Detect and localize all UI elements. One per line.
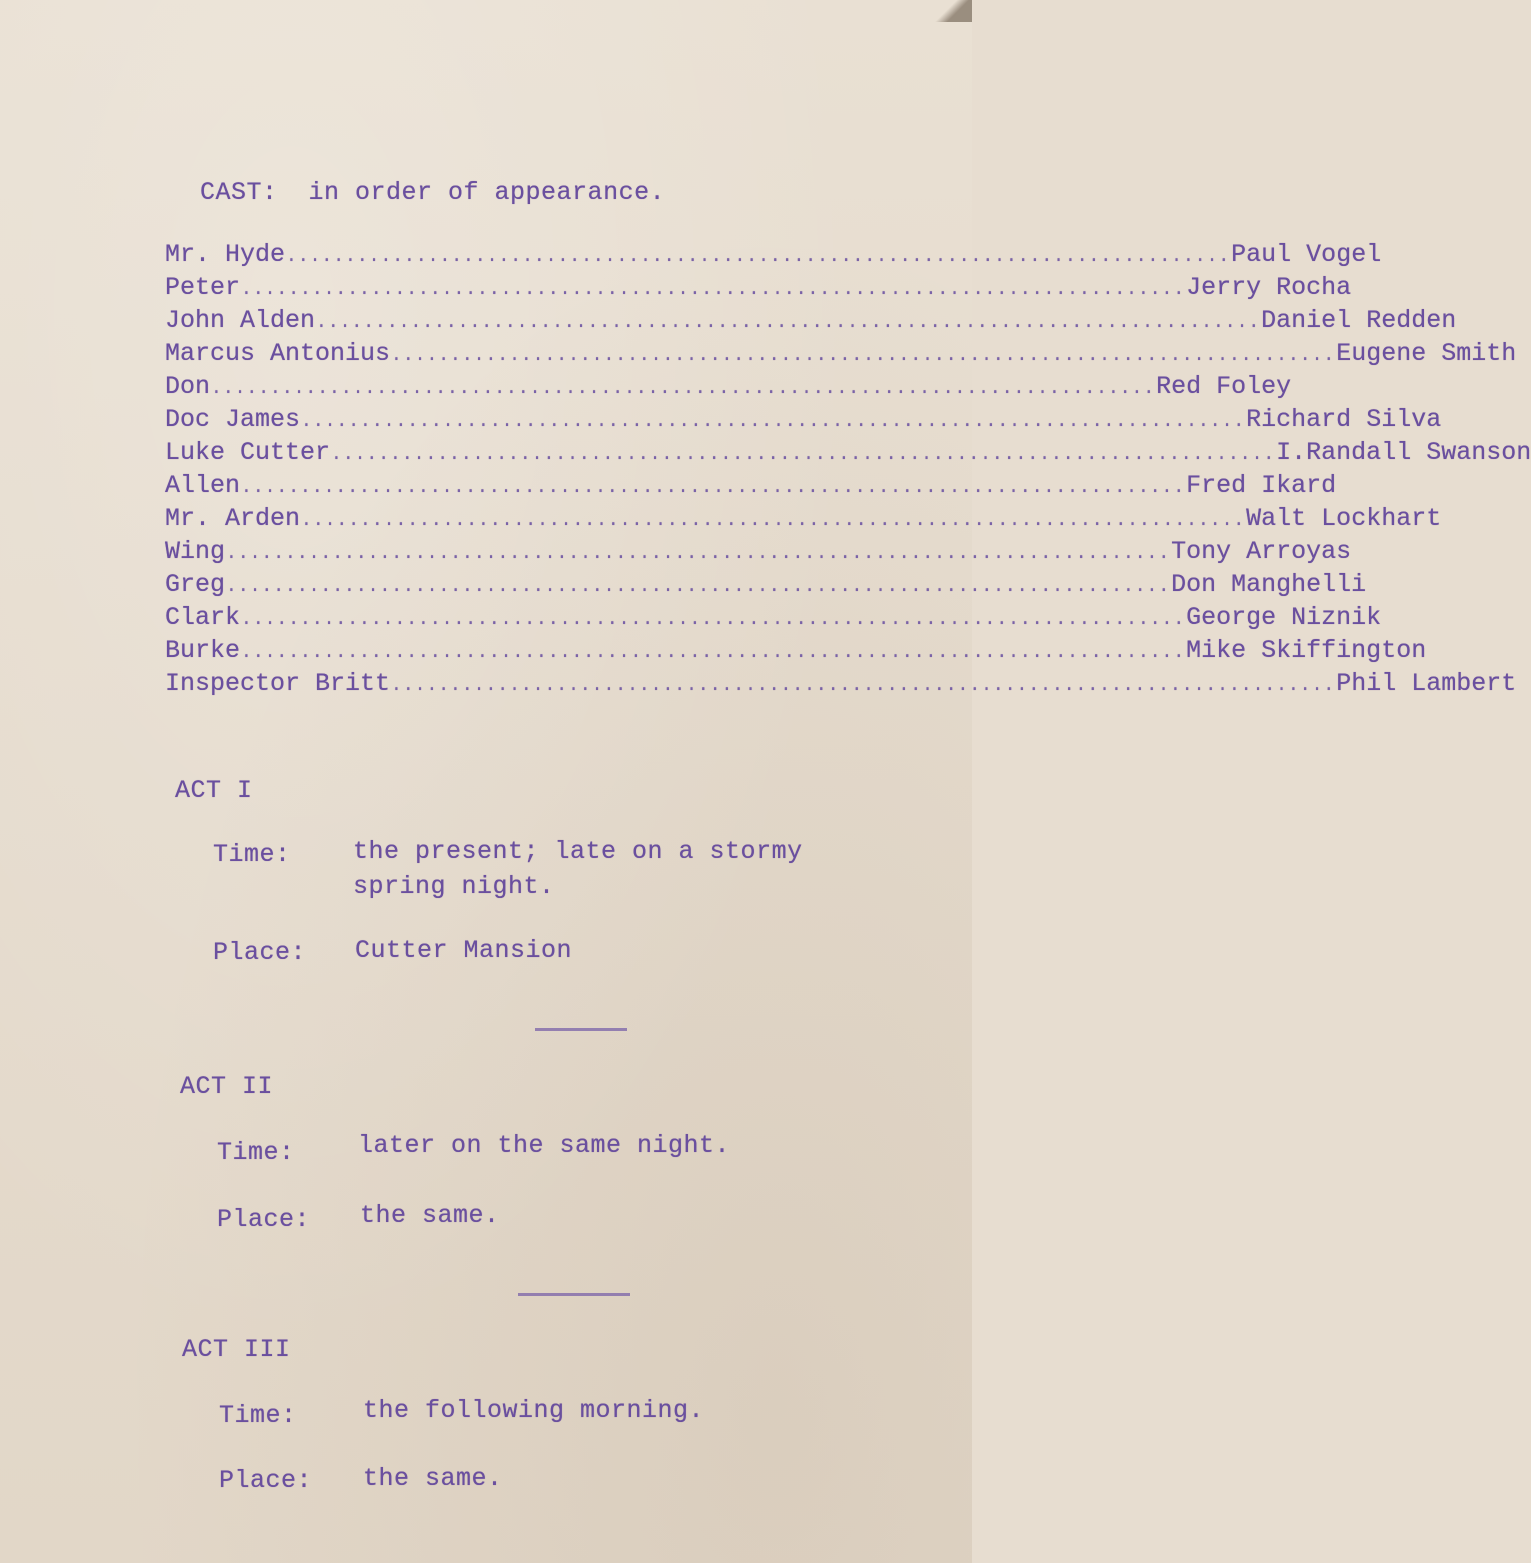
cast-row [165, 504, 1442, 537]
cast-list [165, 240, 1531, 702]
dot-leader: ................................................................................ [241, 610, 1186, 630]
act-1-time-label: Time: [213, 840, 291, 869]
cast-row [165, 669, 1517, 702]
dot-leader: ................................................................................ [331, 445, 1276, 465]
act-3-place-value: the same. [363, 1464, 503, 1493]
act-3-title: ACT III [182, 1335, 291, 1364]
cast-role: Inspector Britt [165, 669, 391, 698]
act-2-place-value: the same. [360, 1201, 500, 1230]
act-3-time-label: Time: [219, 1401, 297, 1430]
dot-leader: ................................................................................ [391, 676, 1336, 696]
cast-row [165, 438, 1531, 471]
cast-role: Doc James [165, 405, 301, 434]
cast-actor: Tony Arroyas [1171, 537, 1352, 566]
section-divider [518, 1293, 630, 1296]
cast-row [165, 471, 1337, 504]
cast-role: Mr. Hyde [165, 240, 286, 269]
cast-role: Peter [165, 273, 241, 302]
act-1-time-value: the present; late on a stormy spring night. [353, 837, 803, 901]
cast-role: Wing [165, 537, 226, 566]
torn-corner [932, 0, 972, 22]
cast-role: Clark [165, 603, 241, 632]
cast-actor: Phil Lambert [1336, 669, 1517, 698]
act-3-time-value: the following morning. [363, 1396, 705, 1425]
cast-actor: Don Manghelli [1171, 570, 1367, 599]
cast-actor: Daniel Redden [1261, 306, 1457, 335]
cast-row [165, 372, 1292, 405]
act-2-time-value: later on the same night. [358, 1131, 731, 1160]
cast-heading: CAST: in order of appearance. [200, 178, 666, 207]
cast-row [165, 603, 1382, 636]
dot-leader: ................................................................................ [301, 511, 1246, 531]
dot-leader: ................................................................................ [286, 247, 1231, 267]
dot-leader: ................................................................................ [241, 478, 1186, 498]
cast-actor: Eugene Smith [1336, 339, 1517, 368]
cast-role: Allen [165, 471, 241, 500]
cast-row [165, 405, 1442, 438]
dot-leader: ................................................................................ [211, 379, 1156, 399]
act-3-place-label: Place: [219, 1466, 313, 1495]
act-1-place-label: Place: [213, 938, 307, 967]
cast-actor: Walt Lockhart [1246, 504, 1442, 533]
cast-actor: George Niznik [1186, 603, 1382, 632]
dot-leader: ................................................................................ [226, 544, 1171, 564]
cast-actor: Richard Silva [1246, 405, 1442, 434]
act-2-place-label: Place: [217, 1205, 311, 1234]
cast-role: Burke [165, 636, 241, 665]
cast-actor: Fred Ikard [1186, 471, 1337, 500]
dot-leader: ................................................................................ [301, 412, 1246, 432]
cast-row [165, 306, 1457, 339]
cast-role: Don [165, 372, 211, 401]
act-2-title: ACT II [180, 1072, 274, 1101]
cast-actor: Red Foley [1156, 372, 1292, 401]
cast-row [165, 636, 1427, 669]
cast-actor: Paul Vogel [1231, 240, 1382, 269]
act-1-title: ACT I [175, 776, 253, 805]
cast-actor: Jerry Rocha [1186, 273, 1352, 302]
dot-leader: ................................................................................ [226, 577, 1171, 597]
dot-leader: ................................................................................ [316, 313, 1261, 333]
cast-role: Mr. Arden [165, 504, 301, 533]
cast-row [165, 240, 1382, 273]
act-2-time-label: Time: [217, 1138, 295, 1167]
cast-actor: I.Randall Swanson [1276, 438, 1531, 467]
act-1-place-value: Cutter Mansion [355, 936, 573, 965]
cast-row [165, 537, 1352, 570]
cast-actor: Mike Skiffington [1186, 636, 1427, 665]
dot-leader: ................................................................................ [241, 280, 1186, 300]
cast-row [165, 570, 1367, 603]
dot-leader: ................................................................................ [241, 643, 1186, 663]
cast-role: Luke Cutter [165, 438, 331, 467]
cast-role: Marcus Antonius [165, 339, 391, 368]
cast-role: John Alden [165, 306, 316, 335]
cast-role: Greg [165, 570, 226, 599]
dot-leader: ................................................................................ [391, 346, 1336, 366]
cast-row [165, 273, 1352, 306]
cast-row [165, 339, 1517, 372]
section-divider [535, 1028, 627, 1031]
